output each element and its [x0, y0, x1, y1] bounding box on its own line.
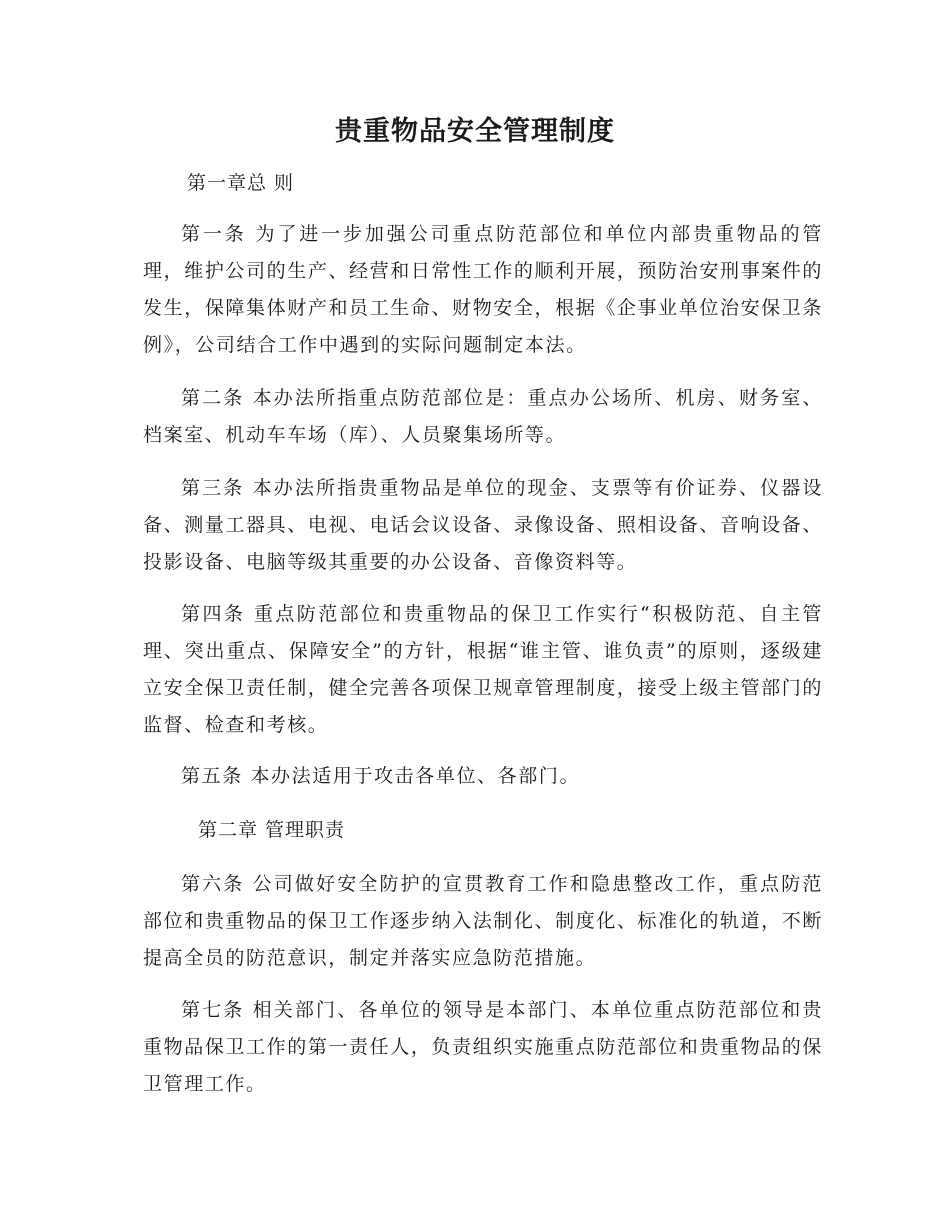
article-1-paragraph: 第一条 为了进一步加强公司重点防范部位和单位内部贵重物品的管理，维护公司的生产、经营和日常性工作的顺利开展，预防治安刑事案件的发生，保障集体财产和员工生命、财物安全，根据《企事业单位治安保卫条例》，公司结合工作中遇到的实际问题制定本法。	[143, 223, 823, 356]
document-title: 贵重物品安全管理制度	[335, 116, 615, 147]
article-7-paragraph: 第七条 相关部门、各单位的领导是本部门、本单位重点防范部位和贵重物品保卫工作的第一责任人，负责组织实施重点防范部位和贵重物品的保卫管理工作。	[143, 999, 823, 1095]
article-3-paragraph: 第三条 本办法所指贵重物品是单位的现金、支票等有价证券、仪器设备、测量工器具、电视、电话会议设备、录像设备、照相设备、音响设备、投影设备、电脑等级其重要的办公设备、音像资料等。	[143, 477, 823, 573]
chapter-2-heading: 第二章 管理职责	[198, 819, 346, 841]
article-5-paragraph: 第五条 本办法适用于攻击各单位、各部门。	[181, 765, 581, 787]
article-6-paragraph: 第六条 公司做好安全防护的宣贯教育工作和隐患整改工作，重点防范部位和贵重物品的保卫工作逐步纳入法制化、制度化、标准化的轨道，不断提高全员的防范意识，制定并落实应急防范措施。	[143, 873, 823, 969]
article-4-paragraph: 第四条 重点防范部位和贵重物品的保卫工作实行“积极防范、自主管理、突出重点、保障安全”的方针，根据“谁主管、谁负责”的原则，逐级建立安全保卫责任制，健全完善各项保卫规章管理制度，接受上级主管部门的监督、检查和考核。	[143, 603, 823, 736]
article-2-paragraph: 第二条 本办法所指重点防范部位是：重点办公场所、机房、财务室、档案室、机动车车场（库）、人员聚集场所等。	[143, 387, 823, 446]
chapter-1-heading: 第一章总 则	[187, 172, 295, 194]
